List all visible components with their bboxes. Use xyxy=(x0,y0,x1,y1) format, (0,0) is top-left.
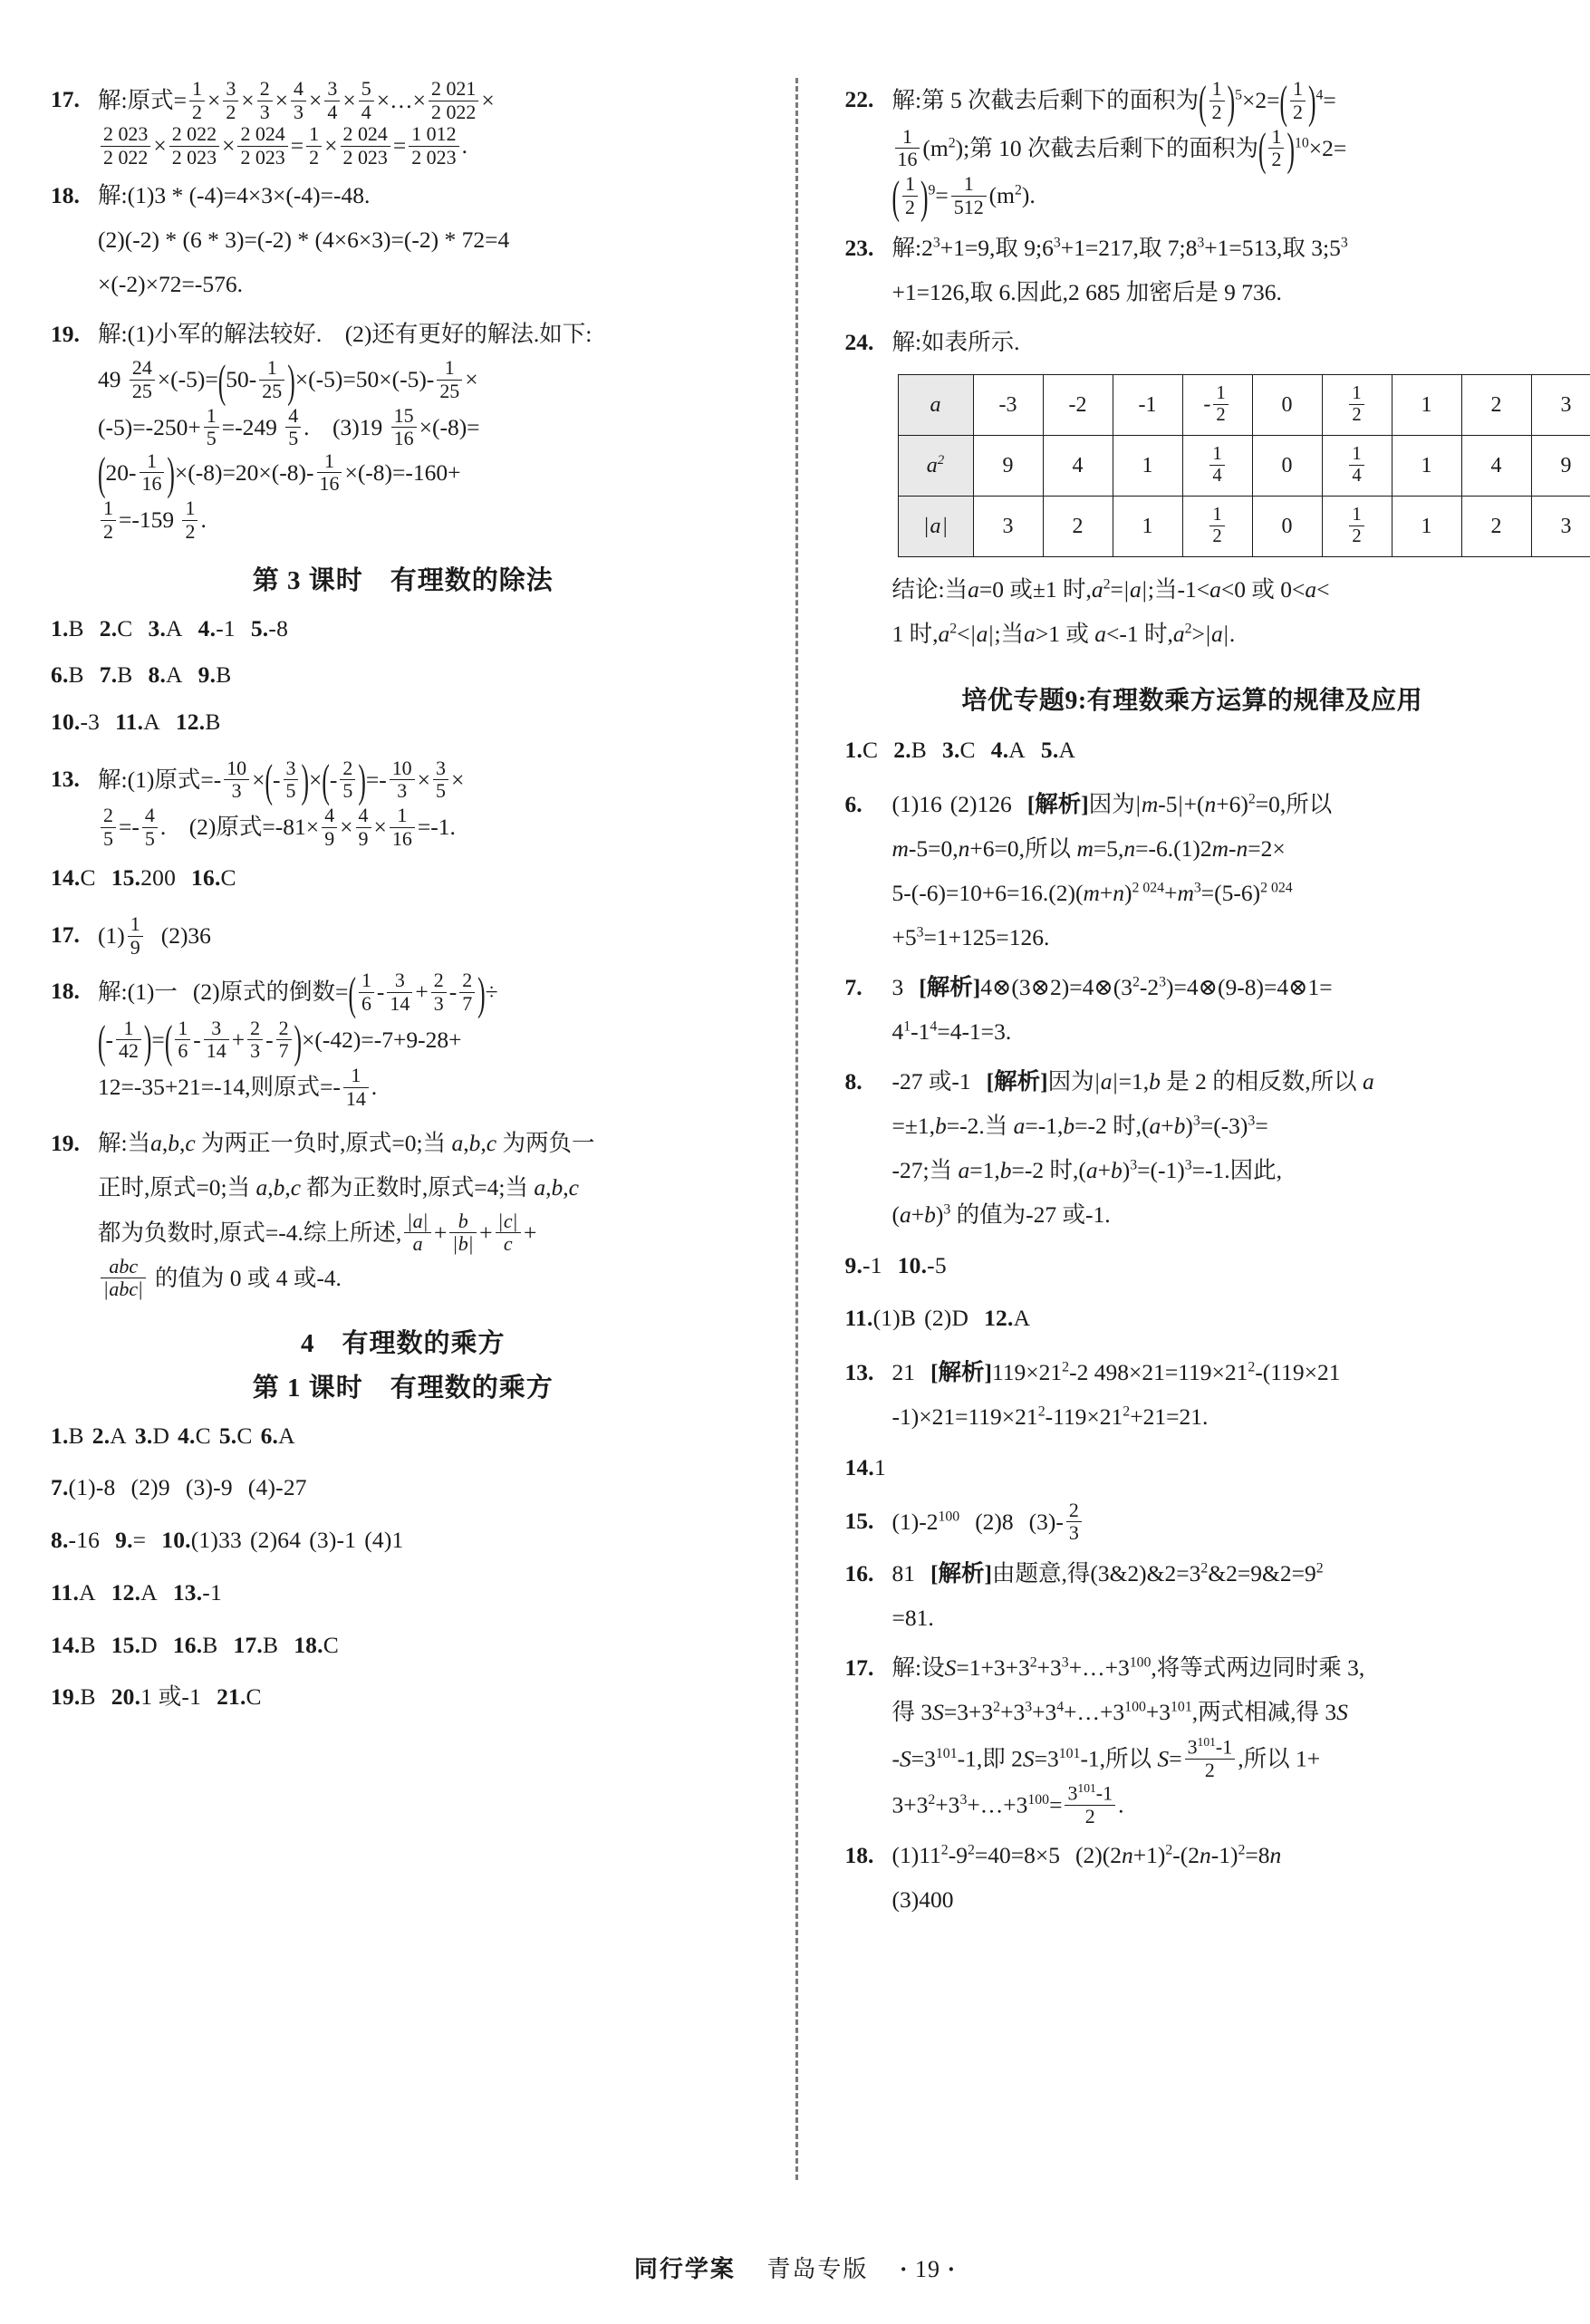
table-cell: 3 xyxy=(1531,496,1590,556)
table-cell: 2 xyxy=(1461,496,1531,556)
table-cell: 9 xyxy=(973,435,1043,496)
heading-topic-9: 培优专题9:有理数乘方运算的规律及应用 xyxy=(961,686,1423,715)
answer-item-8-right: 8. -27 或-1 [解析]因为|a|=1,b 是 2 的相反数,所以 a =±1,b=-2.当 a=-1,b=-2 时$,(a+b)^3=(-3)^3=$ -27;当 a=1,b=-2 时$,(a+b)^3=(-1)^3=-1$.因此, $(a+b)^3$ 的值为-27 或-1. xyxy=(845,1060,1540,1238)
table-cell: 3 xyxy=(973,496,1043,556)
table-cell: 2 xyxy=(1461,374,1531,435)
footer-dot-left: · xyxy=(899,2256,909,2282)
answer-item-13-right: 13. 21 [解析]$119\times 21^2-2$ $498\times 21=119\times 21^2-(119\times 21$ $-1)\times 21=119\times 21^2-119\times 21^2+21=21$. xyxy=(845,1351,1540,1440)
table-cell: 4 xyxy=(1461,435,1531,496)
answer-item-17: 17. 解:原式= $\frac{1}{2}$ × $\frac{3}{2}$ × $\frac{2}{3}$ × $\frac{4}{3}$ × $\frac{3}{4}$ × $\frac{5}{4}$ ×…× $\frac{2 021}{2 022}$ × $\frac{2 023}{2 022}$ × $\frac{2 022}{2 023}$ × $\frac{2 024}{2 023}$ = $\frac{1}{2}$ × $\frac{2 024}{2 023}$ = $\frac{1 012}{2 023}$ . xyxy=(51,77,495,169)
item-number: 13. xyxy=(844,1359,874,1386)
answer-item-18-second: 18. 解:(1)一 (2)原式的倒数=( $\frac{1}{6}$ - $\frac{3}{14}$ + $\frac{2}{3}$ - $\frac{2}{7}$ )÷ (- $\frac{1}{42}$ )=( $\frac{1}{6}$ - $\frac{3}{14}$ + $\frac{2}{3}$ - $\frac{2}{7}$ )×(-42)=-7+9-28+ 12=-35+21=-14,则原式=- $\frac{1}{14}$ . xyxy=(51,967,498,1111)
table-cell: -1 xyxy=(1113,374,1182,435)
answer-row-1-5: 1.B 2.C 3.A 4.-1 5.-8 xyxy=(51,614,289,641)
item-number: 18. xyxy=(844,1841,874,1868)
answer-row-8-10: 8.-16 9.= 10.(1)33 (2)64 (3)-1 (4)1 xyxy=(51,1527,404,1554)
table-cell: 1 xyxy=(1392,496,1461,556)
page-number: 19 xyxy=(915,2256,941,2282)
answer-row-11-12: 11.(1)B (2)D 12.A xyxy=(844,1304,1031,1331)
answer-row-14: 14.1 xyxy=(844,1454,886,1481)
answer-row-7: 7.(1)-8 (2)9 (3)-9 (4)-27 xyxy=(51,1474,307,1501)
answer-item-17-right: 17. 解:设$S=1+3+3^2+3^3+\dots+3^{100}$,将等式两边同时乘 3, 得 $3S=3+3^2+3^3+3^4+\dots+3^{100}+3^{101}$,两式相减,得 3S $-S=3^{101}-1$,即 $2S=3^{101}-1$,所以 S= $\frac{3^{101}-1}{2}$ ,所以 1+ $3+3^2+3^3+\dots+3^{100}=$ $\frac{3^{101}-1}{2}$ . xyxy=(845,1646,1540,1828)
table-cell: 0 xyxy=(1252,374,1322,435)
item-number: 24. xyxy=(844,328,874,355)
page-number-block xyxy=(900,2256,956,2282)
answer-item-24: 24. 解:如表所示. a -3 -2 -1 - $\frac{1}{2}$ 0 $\frac{1}{2}$ 1 2 3 $a^2$ 9 4 1 $\frac{1}{4}$ 0 $\frac{1}{4}$ 1 4 9 |a| 3 2 1 $\frac{1}{2}$ 0 $\frac{1}{2}$ 1 2 3 结论:当a=0 或±1 时$,a^2=|a|$;当-1<a<0 或 0<a< 1 时$,a^2<|a|$;当a>1 或 a<-1 时$,a^2>|a|$. xyxy=(845,321,1540,657)
item-number: 17. xyxy=(51,86,80,112)
answer-item-15-right: 15. $(1)-2^{100}$ (2)8 (3)- $\frac{2}{3}$ xyxy=(845,1500,1540,1545)
item-number: 18. xyxy=(51,182,80,209)
table-cell: 1 xyxy=(1392,374,1461,435)
answer-item-6-right: 6. (1)16 (2)126 [解析]因为$|m-5|+(n+6)^2=0$,所以 m-5=0,n+6=0,所以 m=5,n=-6.(1)2m-n=2× $5-(-6)=10+6=16.(2)(m+n)^{2 024}+m^3=(5-6)^{2 024}$ $+5^3=1+125=126$. xyxy=(845,783,1540,960)
footer-brand: 同行学案 xyxy=(633,2256,736,2282)
answer-row-14-18: 14.B 15.D 16.B 17.B 18.C xyxy=(51,1631,339,1658)
answer-item-23: 23. 解$:2^3+1=9$,取 $9;6^3+1=217$,取 $7;8^3+1=513$,取 $3;5^3$ +1=126,取 6.因此,2 685 加密后是 9 736. xyxy=(845,227,1540,315)
two-column-layout xyxy=(51,75,1572,2180)
answer-row-14-16: 14.C 15.200 16.C xyxy=(51,864,236,892)
heading-chapter-4: 4 有理数的乘方 xyxy=(300,1328,506,1358)
table-row xyxy=(898,496,1590,556)
answer-row-19-21: 19.B 20.1 或-1 21.C xyxy=(51,1683,262,1711)
table-cell: 1 xyxy=(1392,435,1461,496)
row-header-abs-a: |a| xyxy=(898,496,973,556)
left-column xyxy=(51,78,795,2180)
answer-item-7-right: 7. 3 [解析]$4\otimes(3\otimes 2)=4\otimes(3^2-2^3)=4\otimes(9-8)=4\otimes 1=$ $4^1-1^4=4-1=3$. xyxy=(845,966,1540,1055)
item-24-label: 解:如表所示. xyxy=(891,328,1020,355)
item-number: 16. xyxy=(844,1560,874,1587)
answer-item-13-left: 13. 解:(1)原式=- $\frac{10}{3}$ ×(- $\frac{3}{5}$ )×(- $\frac{2}{5}$ )=- $\frac{10}{3}$ × $\frac{3}{5}$ × $\frac{2}{5}$ =- $\frac{4}{5}$ . (2)原式=-81× $\frac{4}{9}$ × $\frac{4}{9}$ × $\frac{1}{16}$ =-1. xyxy=(51,754,465,850)
answer-item-16-right: 16. 81 [解析]由题意,得$(3\&2)\&2=3^2\&2=9\&2=9^2$ =81. xyxy=(845,1552,1540,1641)
table-cell: 1 xyxy=(1113,435,1182,496)
answer-row-6-9: 6.B 7.B 8.A 9.B xyxy=(51,661,232,689)
table-cell: $\frac{1}{4}$ xyxy=(1322,435,1392,496)
item-number: 13. xyxy=(51,765,80,792)
table-cell: $\frac{1}{2}$ xyxy=(1322,496,1392,556)
item-number: 8. xyxy=(844,1068,862,1095)
page-footer xyxy=(0,2251,1590,2284)
footer-dot-right: · xyxy=(947,2256,957,2282)
item-number: 18. xyxy=(51,978,80,1005)
answer-row-10-12: 10.-3 11.A 12.B xyxy=(51,708,221,735)
answer-row-9-10: 9.-1 10.-5 xyxy=(844,1251,947,1278)
answer-item-19: 19. 解:(1)小军的解法较好. (2)还有更好的解法.如下: 49 $\frac{24}{25}$ ×(-5)=(50- $\frac{1}{25}$ )×(-5)=50×(-5)- $\frac{1}{25}$ × (-5)=-250+ $\frac{1}{5}$ =-249 $\frac{4}{5}$ . (3)19 $\frac{15}{16}$ ×(-8)= (20- $\frac{1}{16}$ )×(-8)=20×(-8)- $\frac{1}{16}$ ×(-8)=-160+ $\frac{1}{2}$ =-159 $\frac{1}{2}$ . xyxy=(51,313,756,543)
table-cell: -3 xyxy=(973,374,1043,435)
table-cell: 3 xyxy=(1531,374,1590,435)
table-row xyxy=(898,435,1590,496)
table-cell: $\frac{1}{2}$ xyxy=(1322,374,1392,435)
table-cell: 0 xyxy=(1252,496,1322,556)
table-row xyxy=(898,374,1590,435)
table-cell: 1 xyxy=(1113,496,1182,556)
footer-edition: 青岛专版 xyxy=(766,2256,869,2282)
item-number: 22. xyxy=(844,86,874,112)
item-number: 17. xyxy=(51,921,80,949)
table-cell: $\frac{1}{2}$ xyxy=(1182,496,1252,556)
answer-row-11-13: 11.A 12.A 13.-1 xyxy=(51,1578,222,1606)
table-cell: -2 xyxy=(1043,374,1113,435)
table-cell: 4 xyxy=(1043,435,1113,496)
heading-session-1: 第 1 课时 有理数的乘方 xyxy=(252,1373,554,1403)
item-number: 19. xyxy=(51,1129,80,1156)
item-number: 23. xyxy=(844,234,874,261)
answer-row-e-1-6: 1.B 2.A 3.D 4.C 5.C 6.A xyxy=(51,1422,295,1449)
right-column xyxy=(795,75,1572,2180)
heading-session-3: 第 3 课时 有理数的除法 xyxy=(252,565,554,595)
table-cell: $\frac{1}{4}$ xyxy=(1182,435,1252,496)
answer-row-r-1-5: 1.C 2.B 3.C 4.A 5.A xyxy=(844,736,1076,763)
table-cell: 0 xyxy=(1252,435,1322,496)
item-number: 7. xyxy=(844,974,862,1001)
item-number: 19. xyxy=(51,321,80,348)
table-cell: - $\frac{1}{2}$ xyxy=(1182,374,1252,435)
item-number: 17. xyxy=(844,1654,874,1681)
table-24-wrapper xyxy=(898,374,1572,557)
answer-item-17-second: 17. (1) $\frac{1}{9}$ (2)36 xyxy=(51,912,211,959)
table-cell: 2 xyxy=(1043,496,1113,556)
table-cell: 9 xyxy=(1531,435,1590,496)
row-header-a: a xyxy=(898,374,973,435)
answer-item-22: 22. 解:第 5 次截去后剩下的面积为( $\frac{1}{2}$ )$^5$×2=( $\frac{1}{2}$ )$^4$= $\frac{1}{16}$ $(m^2)$;第 10 次截去后剩下的面积为( $\frac{1}{2}$ )$^{10}$×2= ( $\frac{1}{2}$ )$^9$= $\frac{1}{512}$ $(m^2)$. xyxy=(844,75,1347,224)
answer-item-19-second: 19. 解:当a,b,c 为两正一负时,原式=0;当 a,b,c 为两负一 正时,原式=0;当 a,b,c 都为正数时,原式=4;当 a,b,c 都为负数时,原式=-4.综上所述, $\frac{|a|}{a}$ + $\frac{b}{|b|}$ + $\frac{|c|}{c}$ + abc |abc| 的值为 0 或 4 或-4. xyxy=(51,1122,756,1301)
answer-item-18-right: 18. $(1)11^2-9^2=40=8\times 5$ $(2)(2n+1)^2-(2n-1)^2=8n$ (3)400 xyxy=(845,1834,1540,1923)
row-header-a-squared: $a^2$ xyxy=(898,435,973,496)
values-table xyxy=(898,374,1590,557)
answer-item-18: 18. 解:(1)3 * (-4)=4×3×(-4)=-48. (2)(-2) * (6 * 3)=(-2) * (4×6×3)=(-2) * 72=4 ×(-2)×72=-576. xyxy=(51,174,756,307)
item-number: 15. xyxy=(844,1507,874,1534)
item-number: 6. xyxy=(844,791,862,818)
